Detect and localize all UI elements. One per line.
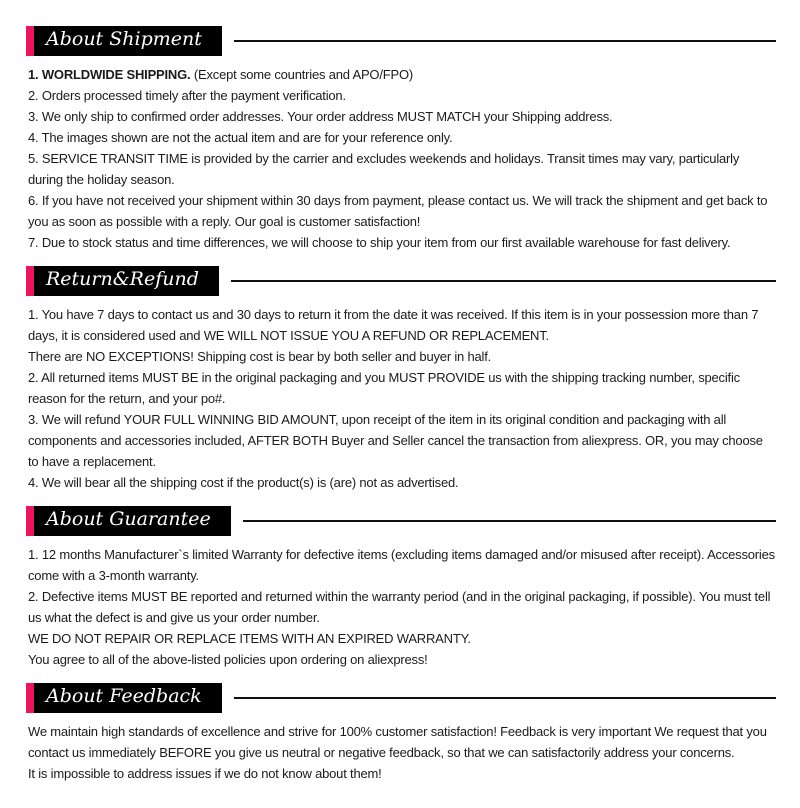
pink-accent-bar bbox=[26, 266, 34, 296]
paragraph-text: 5. SERVICE TRANSIT TIME is provided by the carrier and excludes weekends and holidays. Transit times may vary, particularly during the holiday season. bbox=[28, 151, 740, 187]
policy-paragraph bbox=[28, 127, 776, 148]
policy-section bbox=[26, 506, 776, 670]
section-title-box bbox=[34, 26, 222, 56]
paragraph-text: 4. We will bear all the shipping cost if the product(s) is (are) not as advertised. bbox=[28, 475, 459, 490]
policy-paragraph bbox=[28, 148, 776, 190]
header-rule-line bbox=[231, 280, 776, 282]
paragraph-text: We maintain high standards of excellence and strive for 100% customer satisfaction! Feedback is very important We request that you contact us immediately BEFORE you give us neutral or negative feedback, so that we can satisfactorily address your concerns. bbox=[28, 724, 767, 760]
policy-paragraph bbox=[28, 304, 776, 346]
pink-accent-bar bbox=[26, 683, 34, 713]
section-title-box bbox=[34, 683, 222, 713]
policy-section bbox=[26, 266, 776, 493]
policy-paragraph bbox=[28, 586, 776, 628]
paragraph-text: 1. 12 months Manufacturer`s limited Warranty for defective items (excluding items damaged and/or misused after receipt). Accessories come with a 3-month warranty. bbox=[28, 547, 775, 583]
section-title: About Feedback bbox=[46, 685, 202, 707]
policy-paragraph bbox=[28, 64, 776, 85]
policy-paragraph bbox=[28, 544, 776, 586]
section-body bbox=[26, 721, 776, 784]
section-header bbox=[26, 506, 776, 536]
policy-section bbox=[26, 683, 776, 784]
paragraph-text: 7. Due to stock status and time differences, we will choose to ship your item from our first available warehouse for fast delivery. bbox=[28, 235, 731, 250]
paragraph-text: You agree to all of the above-listed policies upon ordering on aliexpress! bbox=[28, 652, 428, 667]
paragraph-text: 6. If you have not received your shipment within 30 days from payment, please contact us. We will track the shipment and get back to you as soon as possible with a reply. Our goal is customer satisfaction! bbox=[28, 193, 768, 229]
policy-paragraph bbox=[28, 106, 776, 127]
section-body bbox=[26, 544, 776, 670]
policy-paragraph bbox=[28, 763, 776, 784]
section-title: About Guarantee bbox=[46, 508, 211, 530]
section-header bbox=[26, 26, 776, 56]
section-body bbox=[26, 304, 776, 493]
pink-accent-bar bbox=[26, 26, 34, 56]
policy-paragraph bbox=[28, 409, 776, 472]
policy-paragraph bbox=[28, 346, 776, 367]
policy-paragraph bbox=[28, 232, 776, 253]
header-rule-line bbox=[234, 40, 776, 42]
paragraph-text: 2. Orders processed timely after the payment verification. bbox=[28, 88, 346, 103]
section-title-box bbox=[34, 506, 231, 536]
policy-section bbox=[26, 26, 776, 253]
section-title: Return&Refund bbox=[46, 268, 199, 290]
policy-paragraph bbox=[28, 85, 776, 106]
paragraph-text: 1. You have 7 days to contact us and 30 days to return it from the date it was received. If this item is in your possession more than 7 days, it is considered used and WE WILL NOT ISSUE YOU A REFUND OR REPLACEMENT. bbox=[28, 307, 759, 343]
paragraph-text: There are NO EXCEPTIONS! Shipping cost is bear by both seller and buyer in half. bbox=[28, 349, 492, 364]
section-title: About Shipment bbox=[46, 28, 202, 50]
policy-paragraph bbox=[28, 649, 776, 670]
paragraph-text: 4. The images shown are not the actual item and are for your reference only. bbox=[28, 130, 453, 145]
paragraph-text: 3. We only ship to confirmed order addresses. Your order address MUST MATCH your Shipping address. bbox=[28, 109, 613, 124]
policy-paragraph bbox=[28, 367, 776, 409]
policy-paragraph bbox=[28, 472, 776, 493]
header-rule-line bbox=[234, 697, 776, 699]
paragraph-bold-lead: 1. WORLDWIDE SHIPPING. bbox=[28, 67, 191, 82]
paragraph-text: WE DO NOT REPAIR OR REPLACE ITEMS WITH AN EXPIRED WARRANTY. bbox=[28, 631, 471, 646]
policy-paragraph bbox=[28, 721, 776, 763]
section-header bbox=[26, 266, 776, 296]
header-rule-line bbox=[243, 520, 776, 522]
paragraph-text: 2. All returned items MUST BE in the original packaging and you MUST PROVIDE us with the shipping tracking number, specific reason for the return, and your po#. bbox=[28, 370, 740, 406]
section-body bbox=[26, 64, 776, 253]
section-title-box bbox=[34, 266, 219, 296]
policy-paragraph bbox=[28, 190, 776, 232]
paragraph-text: (Except some countries and APO/FPO) bbox=[190, 67, 414, 82]
policy-paragraph bbox=[28, 628, 776, 649]
paragraph-text: 2. Defective items MUST BE reported and returned within the warranty period (and in the original packaging, if possible). You must tell us what the defect is and give us your order number. bbox=[28, 589, 771, 625]
section-header bbox=[26, 683, 776, 713]
paragraph-text: 3. We will refund YOUR FULL WINNING BID AMOUNT, upon receipt of the item in its original condition and packaging with all components and accessories included, AFTER BOTH Buyer and Seller cancel the transaction from aliexpress. OR, you may choose to have a replacement. bbox=[28, 412, 763, 469]
paragraph-text: It is impossible to address issues if we do not know about them! bbox=[28, 766, 382, 781]
pink-accent-bar bbox=[26, 506, 34, 536]
